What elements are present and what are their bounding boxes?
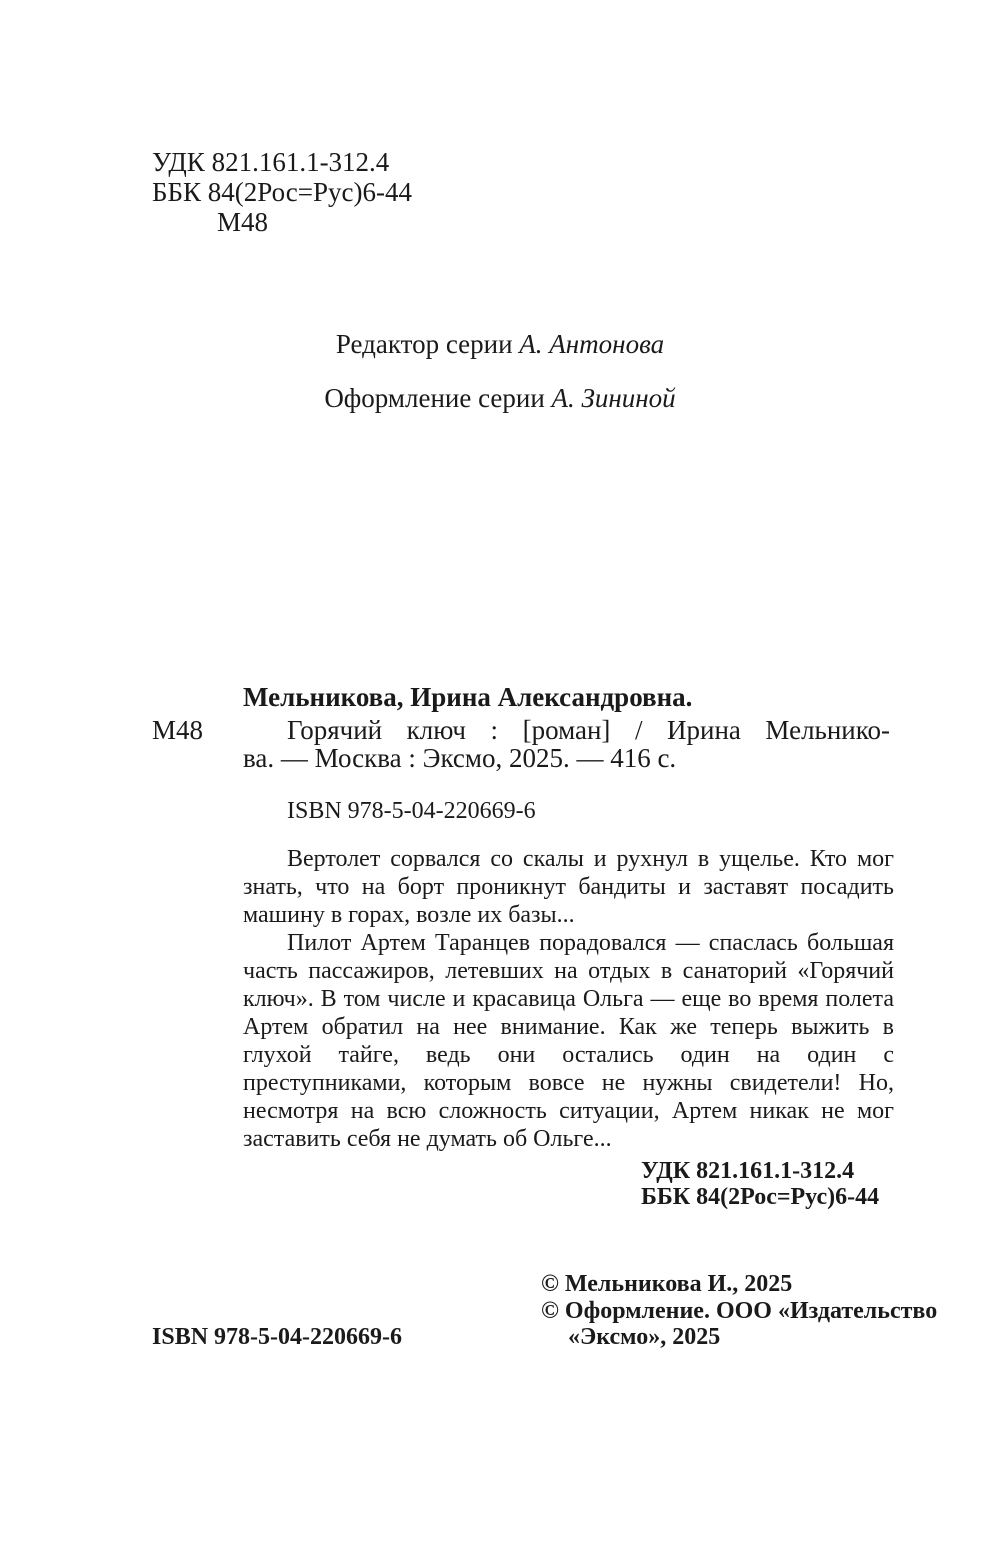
- catalog-author-sign: М48: [152, 715, 204, 745]
- copyright-author: © Мельникова И., 2025: [541, 1271, 793, 1297]
- catalog-author: Мельникова, Ирина Александровна.: [243, 682, 693, 712]
- series-editor-name: А. Антонова: [519, 329, 665, 359]
- series-design-line: [0, 384, 1000, 412]
- catalog-bibliographic-record: [243, 716, 890, 772]
- udk-code-footer: УДК 821.161.1-312.4: [641, 1158, 855, 1184]
- catalog-title-line-2: ва. — Москва : Эксмо, 2025. — 416 с.: [243, 743, 677, 773]
- annotation: [243, 845, 894, 1153]
- udk-code-header: УДК 821.161.1-312.4: [152, 147, 390, 177]
- copyright-design-line-2: «Эксмо», 2025: [568, 1324, 721, 1350]
- series-editor-line: [0, 330, 1000, 358]
- bbk-code-footer: ББК 84(2Рос=Рус)6-44: [641, 1184, 880, 1210]
- series-design-label: Оформление серии: [324, 383, 545, 413]
- series-editor-label: Редактор серии: [335, 329, 513, 359]
- catalog-title-line-1: Горячий ключ : [роман] / Ирина Мельнико-: [287, 715, 890, 745]
- bbk-code-header: ББК 84(2Рос=Рус)6-44: [152, 177, 412, 207]
- annotation-paragraph-2: Пилот Артем Таранцев порадовался — спаслась большая часть пассажиров, летевших на отдых в санаторий «Горячий ключ». В том числе и красавица Ольга — еще во время полета Артем обратил на нее внимание. Как же теперь выжить в глухой тайге, ведь они остались один на один с преступниками, которым вовсе не нужны свидетели! Но, несмотря на всю сложность ситуации, Артем никак не мог заставить себя не думать об Ольге...: [243, 930, 894, 1152]
- series-design-name: А. Зининой: [551, 383, 676, 413]
- isbn-footer: ISBN 978-5-04-220669-6: [152, 1324, 402, 1350]
- author-sign-header: М48: [217, 207, 269, 237]
- catalog-isbn: ISBN 978-5-04-220669-6: [287, 798, 536, 824]
- annotation-paragraph-1: Вертолет сорвался со скалы и рухнул в ущелье. Кто мог знать, что на борт проникнут бандиты и заставят посадить машину в горах, возле их базы...: [243, 846, 894, 928]
- copyright-design-line-1: © Оформление. ООО «Издательство: [541, 1298, 938, 1324]
